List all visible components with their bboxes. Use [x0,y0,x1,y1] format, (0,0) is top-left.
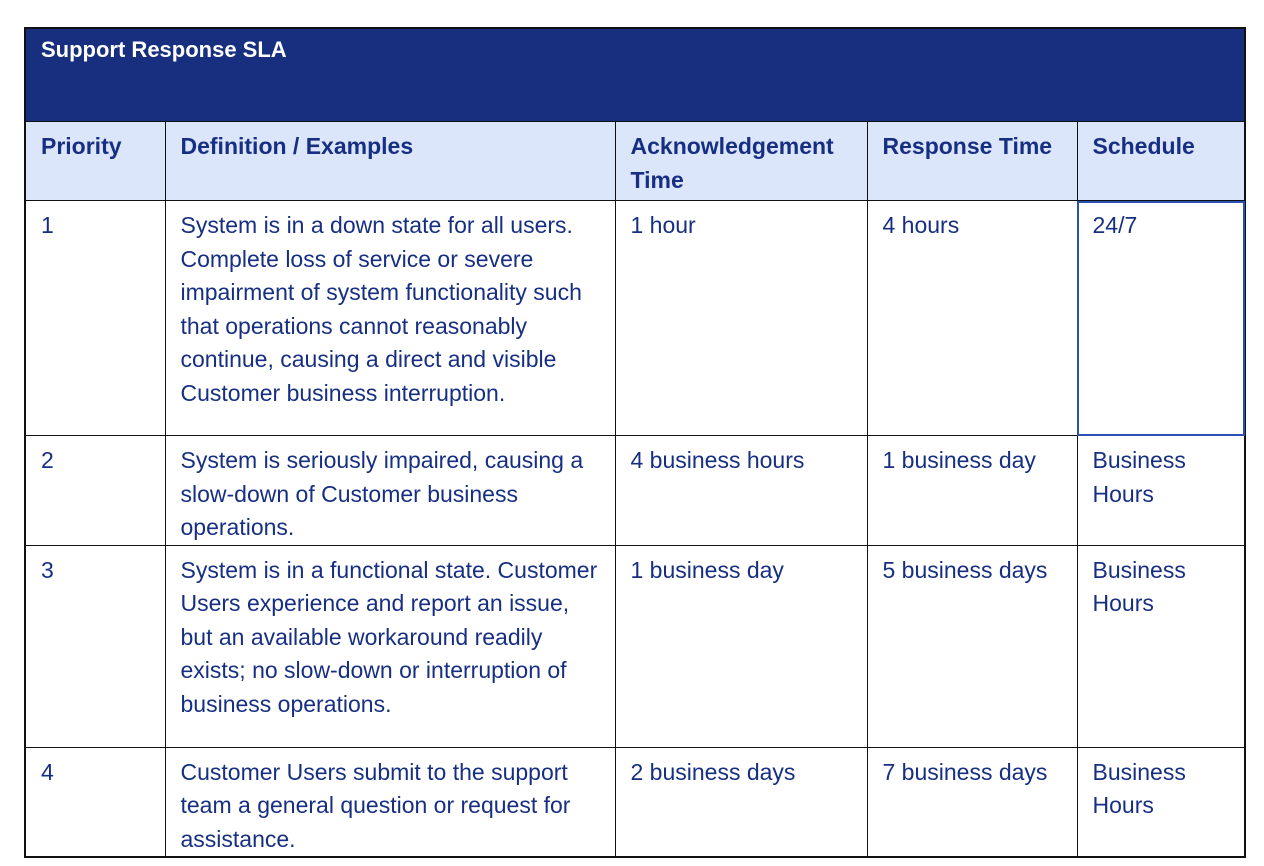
schedule-cell: Business Hours [1077,747,1245,857]
acknowledgement-cell: 1 hour [615,201,867,436]
header-schedule: Schedule [1077,122,1245,201]
header-definition: Definition / Examples [165,122,615,201]
priority-cell: 4 [25,747,165,857]
response-cell: 1 business day [867,436,1077,546]
response-cell: 5 business days [867,545,1077,747]
header-acknowledgement: Acknowledgement Time [615,122,867,201]
header-response: Response Time [867,122,1077,201]
definition-cell: System is in a down state for all users. Complete loss of service or severe impairment of system functionality such that operations cannot reasonably continue, causing a direct and visible Customer business interruption. [165,201,615,436]
acknowledgement-cell: 4 business hours [615,436,867,546]
definition-cell: System is in a functional state. Customer Users experience and report an issue, but an available workaround readily exists; no slow-down or interruption of business operations. [165,545,615,747]
priority-cell: 3 [25,545,165,747]
definition-cell: System is seriously impaired, causing a slow-down of Customer business operations. [165,436,615,546]
header-priority: Priority [25,122,165,201]
definition-cell: Customer Users submit to the support team a general question or request for assistance. [165,747,615,857]
table-row [25,436,1245,546]
table-title: Support Response SLA [25,28,1245,122]
schedule-cell: Business Hours [1077,545,1245,747]
priority-cell: 2 [25,436,165,546]
schedule-cell-selected[interactable]: 24/7 [1077,201,1245,436]
schedule-cell: Business Hours [1077,436,1245,546]
response-cell: 4 hours [867,201,1077,436]
support-sla-table [24,27,1246,858]
response-cell: 7 business days [867,747,1077,857]
table-row [25,201,1245,436]
acknowledgement-cell: 1 business day [615,545,867,747]
title-row [25,28,1245,122]
acknowledgement-cell: 2 business days [615,747,867,857]
table-row [25,545,1245,747]
priority-cell: 1 [25,201,165,436]
header-row [25,122,1245,201]
table-row [25,747,1245,857]
